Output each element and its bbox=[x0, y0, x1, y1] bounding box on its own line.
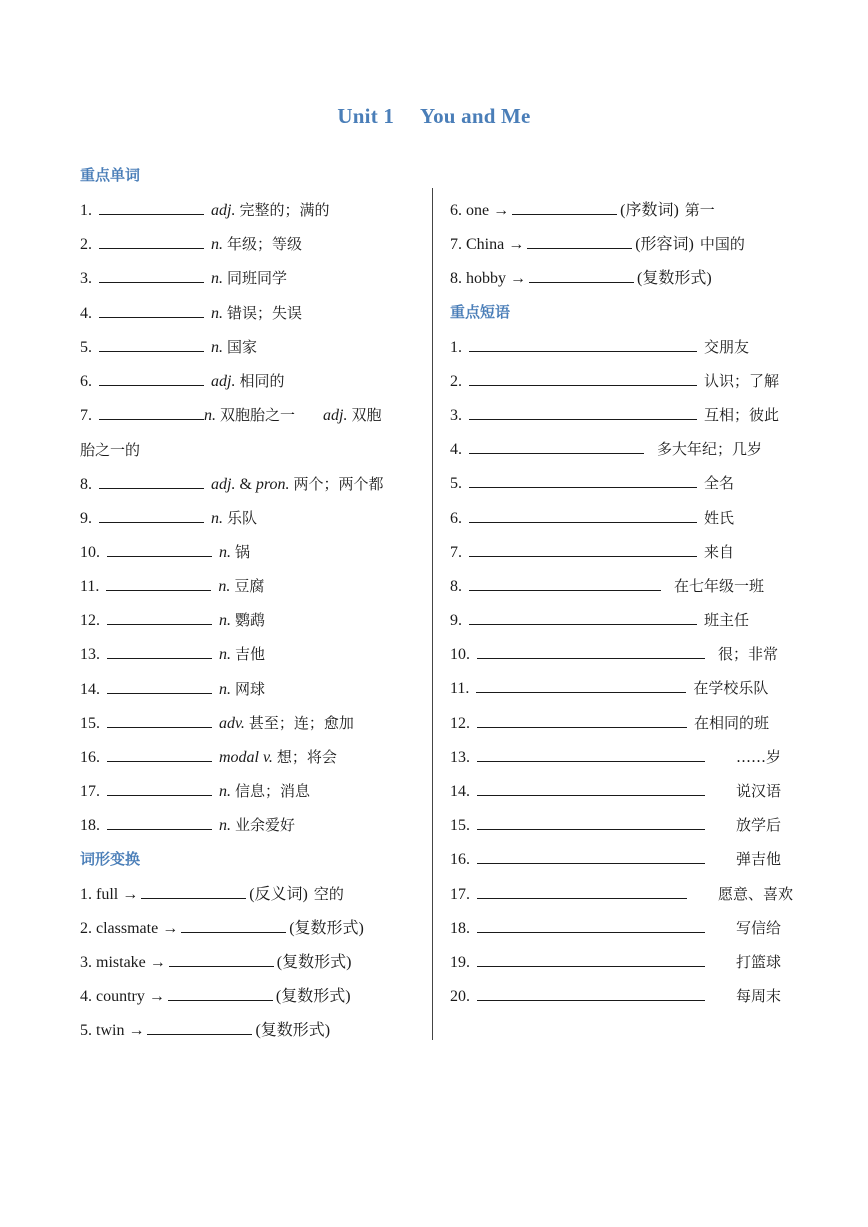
phrase-item: 18. 写信给 bbox=[450, 916, 820, 950]
answer-blank[interactable] bbox=[107, 642, 212, 659]
answer-blank[interactable] bbox=[99, 301, 204, 318]
phrase-item: 16. 弹吉他 bbox=[450, 847, 820, 881]
answer-blank[interactable] bbox=[141, 882, 246, 899]
phrase-item: 7. 来自 bbox=[450, 540, 820, 574]
word-item: 15. adv. 甚至；连；愈加 bbox=[80, 711, 425, 745]
transform-item: 7. China → (形容词) 中国的 bbox=[450, 232, 820, 266]
answer-blank[interactable] bbox=[107, 813, 212, 830]
answer-blank[interactable] bbox=[469, 369, 697, 386]
word-item: 13. n. 吉他 bbox=[80, 642, 425, 676]
answer-blank[interactable] bbox=[99, 369, 204, 386]
phrase-item: 12. 在相同的班 bbox=[450, 711, 820, 745]
heading-key-phrases: 重点短语 bbox=[450, 302, 511, 321]
word-item: 16. modal v. 想；将会 bbox=[80, 745, 425, 779]
answer-blank[interactable] bbox=[477, 950, 705, 967]
word-item: 12. n. 鹦鹉 bbox=[80, 608, 425, 642]
answer-blank[interactable] bbox=[477, 984, 705, 1001]
answer-blank[interactable] bbox=[469, 335, 697, 352]
answer-blank[interactable] bbox=[469, 608, 697, 625]
word-item: 7. n. 双胞胎之一 adj. 双胞 胎之一的 bbox=[80, 403, 425, 471]
answer-blank[interactable] bbox=[99, 335, 204, 352]
phrase-item: 5. 全名 bbox=[450, 471, 820, 505]
answer-blank[interactable] bbox=[107, 779, 212, 796]
unit-number: Unit 1 bbox=[337, 104, 395, 128]
answer-blank[interactable] bbox=[477, 813, 705, 830]
answer-blank[interactable] bbox=[477, 642, 705, 659]
word-item: 1. adj. 完整的；满的 bbox=[80, 198, 425, 232]
answer-blank[interactable] bbox=[477, 745, 705, 762]
phrase-item: 19. 打篮球 bbox=[450, 950, 820, 984]
transform-item: 1. full → (反义词) 空的 bbox=[80, 882, 425, 916]
phrase-item: 15. 放学后 bbox=[450, 813, 820, 847]
column-divider bbox=[432, 188, 433, 1040]
transform-item: 6. one → (序数词) 第一 bbox=[450, 198, 820, 232]
word-item: 2. n. 年级；等级 bbox=[80, 232, 425, 266]
phrase-item: 1. 交朋友 bbox=[450, 335, 820, 369]
word-item: 14. n. 网球 bbox=[80, 677, 425, 711]
heading-word-forms: 词形变换 bbox=[80, 849, 141, 868]
answer-blank[interactable] bbox=[529, 266, 634, 283]
answer-blank[interactable] bbox=[512, 198, 617, 215]
answer-blank[interactable] bbox=[99, 506, 204, 523]
answer-blank[interactable] bbox=[469, 506, 697, 523]
answer-blank[interactable] bbox=[477, 847, 705, 864]
phrase-item: 17. 愿意、喜欢 bbox=[450, 882, 820, 916]
word-item: 10. n. 锅 bbox=[80, 540, 425, 574]
phrase-item: 9. 班主任 bbox=[450, 608, 820, 642]
word-item: 3. n. 同班同学 bbox=[80, 266, 425, 300]
answer-blank[interactable] bbox=[107, 745, 212, 762]
answer-blank[interactable] bbox=[107, 711, 212, 728]
answer-blank[interactable] bbox=[168, 984, 273, 1001]
answer-blank[interactable] bbox=[477, 916, 705, 933]
unit-name: You and Me bbox=[420, 104, 531, 128]
answer-blank[interactable] bbox=[469, 574, 661, 591]
phrase-item: 8. 在七年级一班 bbox=[450, 574, 820, 608]
answer-blank[interactable] bbox=[99, 472, 204, 489]
transform-item: 2. classmate → (复数形式) bbox=[80, 916, 425, 950]
word-item: 6. adj. 相同的 bbox=[80, 369, 425, 403]
phrase-item: 11. 在学校乐队 bbox=[450, 676, 820, 710]
word-item: 18. n. 业余爱好 bbox=[80, 813, 425, 847]
answer-blank[interactable] bbox=[99, 266, 204, 283]
answer-blank[interactable] bbox=[107, 540, 212, 557]
phrase-item: 13. ……岁 bbox=[450, 745, 820, 779]
phrase-item: 3. 互相；彼此 bbox=[450, 403, 820, 437]
transform-item: 3. mistake → (复数形式) bbox=[80, 950, 425, 984]
answer-blank[interactable] bbox=[469, 437, 644, 454]
answer-blank[interactable] bbox=[147, 1018, 252, 1035]
answer-blank[interactable] bbox=[476, 676, 686, 693]
right-column bbox=[450, 198, 820, 1018]
answer-blank[interactable] bbox=[469, 471, 697, 488]
word-item: 5. n. 国家 bbox=[80, 335, 425, 369]
answer-blank[interactable] bbox=[477, 711, 687, 728]
left-column bbox=[80, 164, 425, 1053]
phrase-item: 20. 每周末 bbox=[450, 984, 820, 1018]
transform-item: 5. twin → (复数形式) bbox=[80, 1018, 425, 1052]
answer-blank[interactable] bbox=[99, 198, 204, 215]
word-item: 11. n. 豆腐 bbox=[80, 574, 425, 608]
word-item: 4. n. 错误；失误 bbox=[80, 301, 425, 335]
answer-blank[interactable] bbox=[106, 574, 211, 591]
transform-item: 8. hobby → (复数形式) bbox=[450, 266, 820, 300]
answer-blank[interactable] bbox=[99, 403, 204, 420]
answer-blank[interactable] bbox=[469, 403, 697, 420]
phrase-item: 10. 很；非常 bbox=[450, 642, 820, 676]
phrase-item: 4. 多大年纪；几岁 bbox=[450, 437, 820, 471]
word-item: 8. adj. & pron. 两个；两个都 bbox=[80, 472, 425, 506]
answer-blank[interactable] bbox=[107, 608, 212, 625]
answer-blank[interactable] bbox=[181, 916, 286, 933]
answer-blank[interactable] bbox=[107, 677, 212, 694]
answer-blank[interactable] bbox=[469, 540, 697, 557]
answer-blank[interactable] bbox=[527, 232, 632, 249]
answer-blank[interactable] bbox=[477, 882, 687, 899]
heading-key-words: 重点单词 bbox=[80, 166, 141, 184]
answer-blank[interactable] bbox=[169, 950, 274, 967]
phrase-item: 2. 认识；了解 bbox=[450, 369, 820, 403]
answer-blank[interactable] bbox=[99, 232, 204, 249]
answer-blank[interactable] bbox=[477, 779, 705, 796]
page-title bbox=[0, 104, 868, 129]
word-item: 9. n. 乐队 bbox=[80, 506, 425, 540]
phrase-item: 6. 姓氏 bbox=[450, 506, 820, 540]
word-item: 17. n. 信息；消息 bbox=[80, 779, 425, 813]
transform-item: 4. country → (复数形式) bbox=[80, 984, 425, 1018]
phrase-item: 14. 说汉语 bbox=[450, 779, 820, 813]
